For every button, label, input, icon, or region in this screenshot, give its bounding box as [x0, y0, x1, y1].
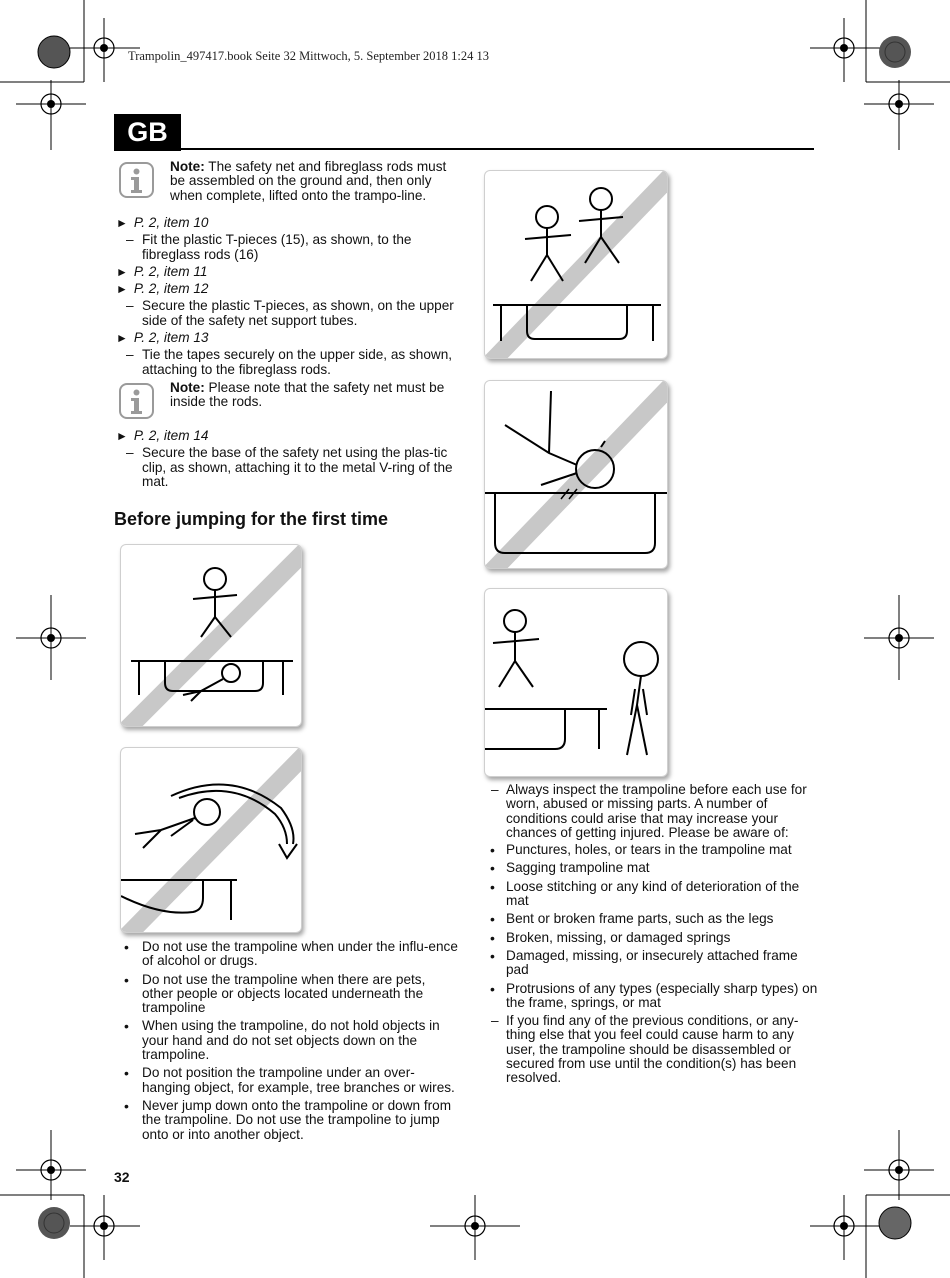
pictogram-no-somersault — [120, 747, 302, 933]
list-item: • Do not use the trampoline when there are pets, other people or objects located underneath the trampoline — [114, 973, 459, 1016]
section-heading: Before jumping for the first time — [114, 509, 389, 529]
arrow-right-icon: ► — [116, 282, 128, 297]
list-item: • When using the trampoline, do not hold objects in your hand and do not set objects down on the trampoline. — [114, 1019, 459, 1062]
ref-item-11: ► P. 2, item 11 — [116, 263, 208, 279]
step-item-14: – Secure the base of the safety net using the plas-tic clip, as shown, attaching it to the metal V-ring of the mat. — [114, 446, 459, 489]
list-item: • Protrusions of any types (especially sharp types) on the frame, springs, or mat — [488, 982, 818, 1011]
list-item: • Damaged, missing, or insecurely attached frame pad — [488, 949, 818, 978]
assembly-steps — [114, 160, 459, 492]
safety-rules-left — [114, 940, 459, 1146]
list-item: • Do not position the trampoline under an over-hanging object, for example, tree branches or wires. — [114, 1066, 459, 1095]
list-item: • Do not use the trampoline when under the influ-ence of alcohol or drugs. — [114, 940, 459, 969]
list-item: • Sagging trampoline mat — [488, 861, 818, 875]
inspection-closing: – If you find any of the previous conditions, or any-thing else that you feel could cause harm to any user, the trampoline should be disassembled or secured from use until the condition(s) has been resolved. — [488, 1014, 818, 1085]
list-item: • Bent or broken frame parts, such as the legs — [488, 912, 818, 926]
step-item-13: – Tie the tapes securely on the upper side, as shown, attaching to the fibreglass rods. — [114, 348, 459, 377]
ref-item-10: ► P. 2, item 10 — [116, 215, 209, 230]
step-item-10: – Fit the plastic T-pieces (15), as shown, to the fibreglass rods (16) — [114, 233, 459, 262]
language-tab: GB — [114, 114, 181, 151]
note-net-inside-rods — [114, 381, 459, 421]
list-item: • Loose stitching or any kind of deterioration of the mat — [488, 880, 818, 909]
list-item: • Punctures, holes, or tears in the trampoline mat — [488, 843, 818, 857]
pictogram-one-person-only — [484, 170, 668, 359]
step-item-12: – Secure the plastic T-pieces, as shown, on the upper side of the safety net support tubes. — [114, 299, 459, 328]
pictogram-nobody-underneath — [120, 544, 302, 727]
inspection-checklist — [488, 783, 818, 1089]
arrow-right-icon: ► — [116, 428, 128, 443]
ref-item-14: ► P. 2, item 14 — [116, 427, 209, 443]
ref-item-12: ► P. 2, item 12 — [116, 281, 209, 297]
note-label: Note: — [170, 379, 205, 395]
list-item: • Broken, missing, or damaged springs — [488, 931, 818, 945]
arrow-right-icon: ► — [116, 264, 128, 279]
book-header-line: Trampolin_497417.book Seite 32 Mittwoch, 5. September 2018 1:24 13 — [128, 49, 489, 63]
page-number: 32 — [114, 1169, 130, 1185]
header-rule — [181, 148, 814, 150]
arrow-right-icon: ► — [116, 216, 128, 230]
list-item: • Never jump down onto the trampoline or down from the trampoline. Do not use the trampoline to jump onto or into another object. — [114, 1099, 459, 1142]
note-label: Note: — [170, 159, 205, 174]
arrow-right-icon: ► — [116, 331, 128, 346]
ref-item-13: ► P. 2, item 13 — [116, 330, 209, 346]
note-safety-net-assembly — [114, 160, 459, 208]
note-text: The safety net and fibreglass rods must be assembled on the ground and, then only when complete, lifted onto the trampo-line. — [170, 159, 447, 203]
inspection-intro: – Always inspect the trampoline before each use for worn, abused or missing parts. A number of conditions could arise that may increase your chances of getting injured. Please be aware of: — [488, 783, 818, 840]
info-icon — [119, 383, 154, 419]
info-icon — [119, 162, 154, 198]
pictogram-no-falling-off — [484, 380, 668, 569]
pictogram-supervision — [484, 588, 668, 777]
note-text: Please note that the safety net must be inside the rods. — [170, 379, 445, 410]
